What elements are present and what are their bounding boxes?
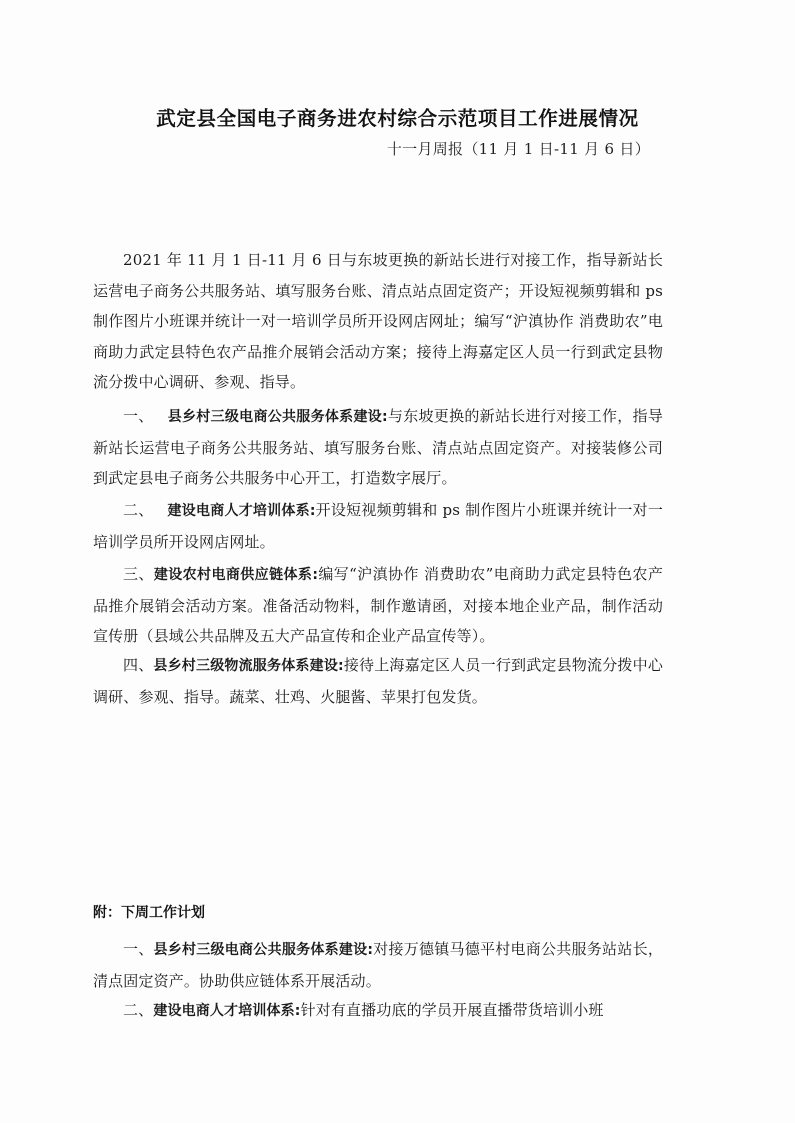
section-3-heading: 建设农村电商供应链体系: bbox=[153, 567, 319, 583]
section-4-number: 四、 bbox=[123, 656, 154, 674]
next-week-item-1 bbox=[93, 934, 663, 996]
intro-paragraph: 2021 年 11 月 1 日-11 月 6 日与东坡更换的新站长进行对接工作，指导新站长运营电子商务公共服务站、填写服务台账、清点站点固定资产；开设短视频剪辑和 ps 制作图片小班课并统计一对一培训学员所开设网店网址；编写“沪滇协作 消费助农”电商助力武定县特色农产品推介展销会活动方案；接待上海嘉定区人员一行到武定县物流分拨中心调研、参观、指导。 bbox=[93, 251, 663, 391]
appendix-title: 附：下周工作计划 bbox=[93, 905, 205, 921]
next-week-1-number: 一、 bbox=[123, 940, 154, 958]
section-2-paragraph bbox=[93, 495, 663, 557]
section-1-heading: 县乡村三级电商公共服务体系建设: bbox=[167, 409, 388, 425]
next-week-1-text: 对接万德镇马德平村电商公共服务站站长，清点固定资产。协助供应链体系开展活动。 bbox=[93, 940, 663, 990]
section-1-paragraph bbox=[93, 401, 663, 494]
next-week-item-2 bbox=[93, 995, 663, 1027]
section-2-heading: 建设电商人才培训体系: bbox=[167, 503, 316, 519]
next-week-1-heading: 县乡村三级电商公共服务体系建设: bbox=[153, 942, 374, 958]
next-week-2-heading: 建设电商人才培训体系: bbox=[153, 1003, 301, 1019]
section-4-heading: 县乡村三级物流服务体系建设: bbox=[153, 658, 344, 674]
section-1-text: 与东坡更换的新站长进行对接工作，指导新站长运营电子商务公共服务站、填写服务台账、清点站点固定资产。对接装修公司到武定县电子商务公共服务中心开工，打造数字展厅。 bbox=[93, 407, 663, 487]
section-4-paragraph bbox=[93, 650, 663, 712]
section-2-number: 二、 bbox=[123, 501, 154, 519]
document-title: 武定县全国电子商务进农村综合示范项目工作进展情况 bbox=[156, 107, 639, 130]
section-4-text: 接待上海嘉定区人员一行到武定县物流分拨中心调研、参观、指导。蔬菜、壮鸡、火腿酱、苹果打包发货。 bbox=[93, 656, 663, 706]
next-week-2-text: 针对有直播功底的学员开展直播带货培训小班 bbox=[300, 1001, 604, 1019]
section-1-number: 一、 bbox=[123, 407, 154, 425]
section-3-paragraph bbox=[93, 559, 663, 652]
document-subtitle: 十一月周报（11 月 1 日-11 月 6 日） bbox=[386, 140, 650, 158]
section-3-number: 三、 bbox=[123, 565, 154, 583]
section-3-text: 编写“沪滇协作 消费助农”电商助力武定县特色农产品推介展销会活动方案。准备活动物料，制作邀请函，对接本地企业产品，制作活动宣传册（县域公共品牌及五大产品宣传和企业产品宣传等）。 bbox=[93, 565, 663, 645]
next-week-2-number: 二、 bbox=[123, 1001, 154, 1019]
section-2-text: 开设短视频剪辑和 ps 制作图片小班课并统计一对一培训学员所开设网店网址。 bbox=[93, 501, 663, 551]
